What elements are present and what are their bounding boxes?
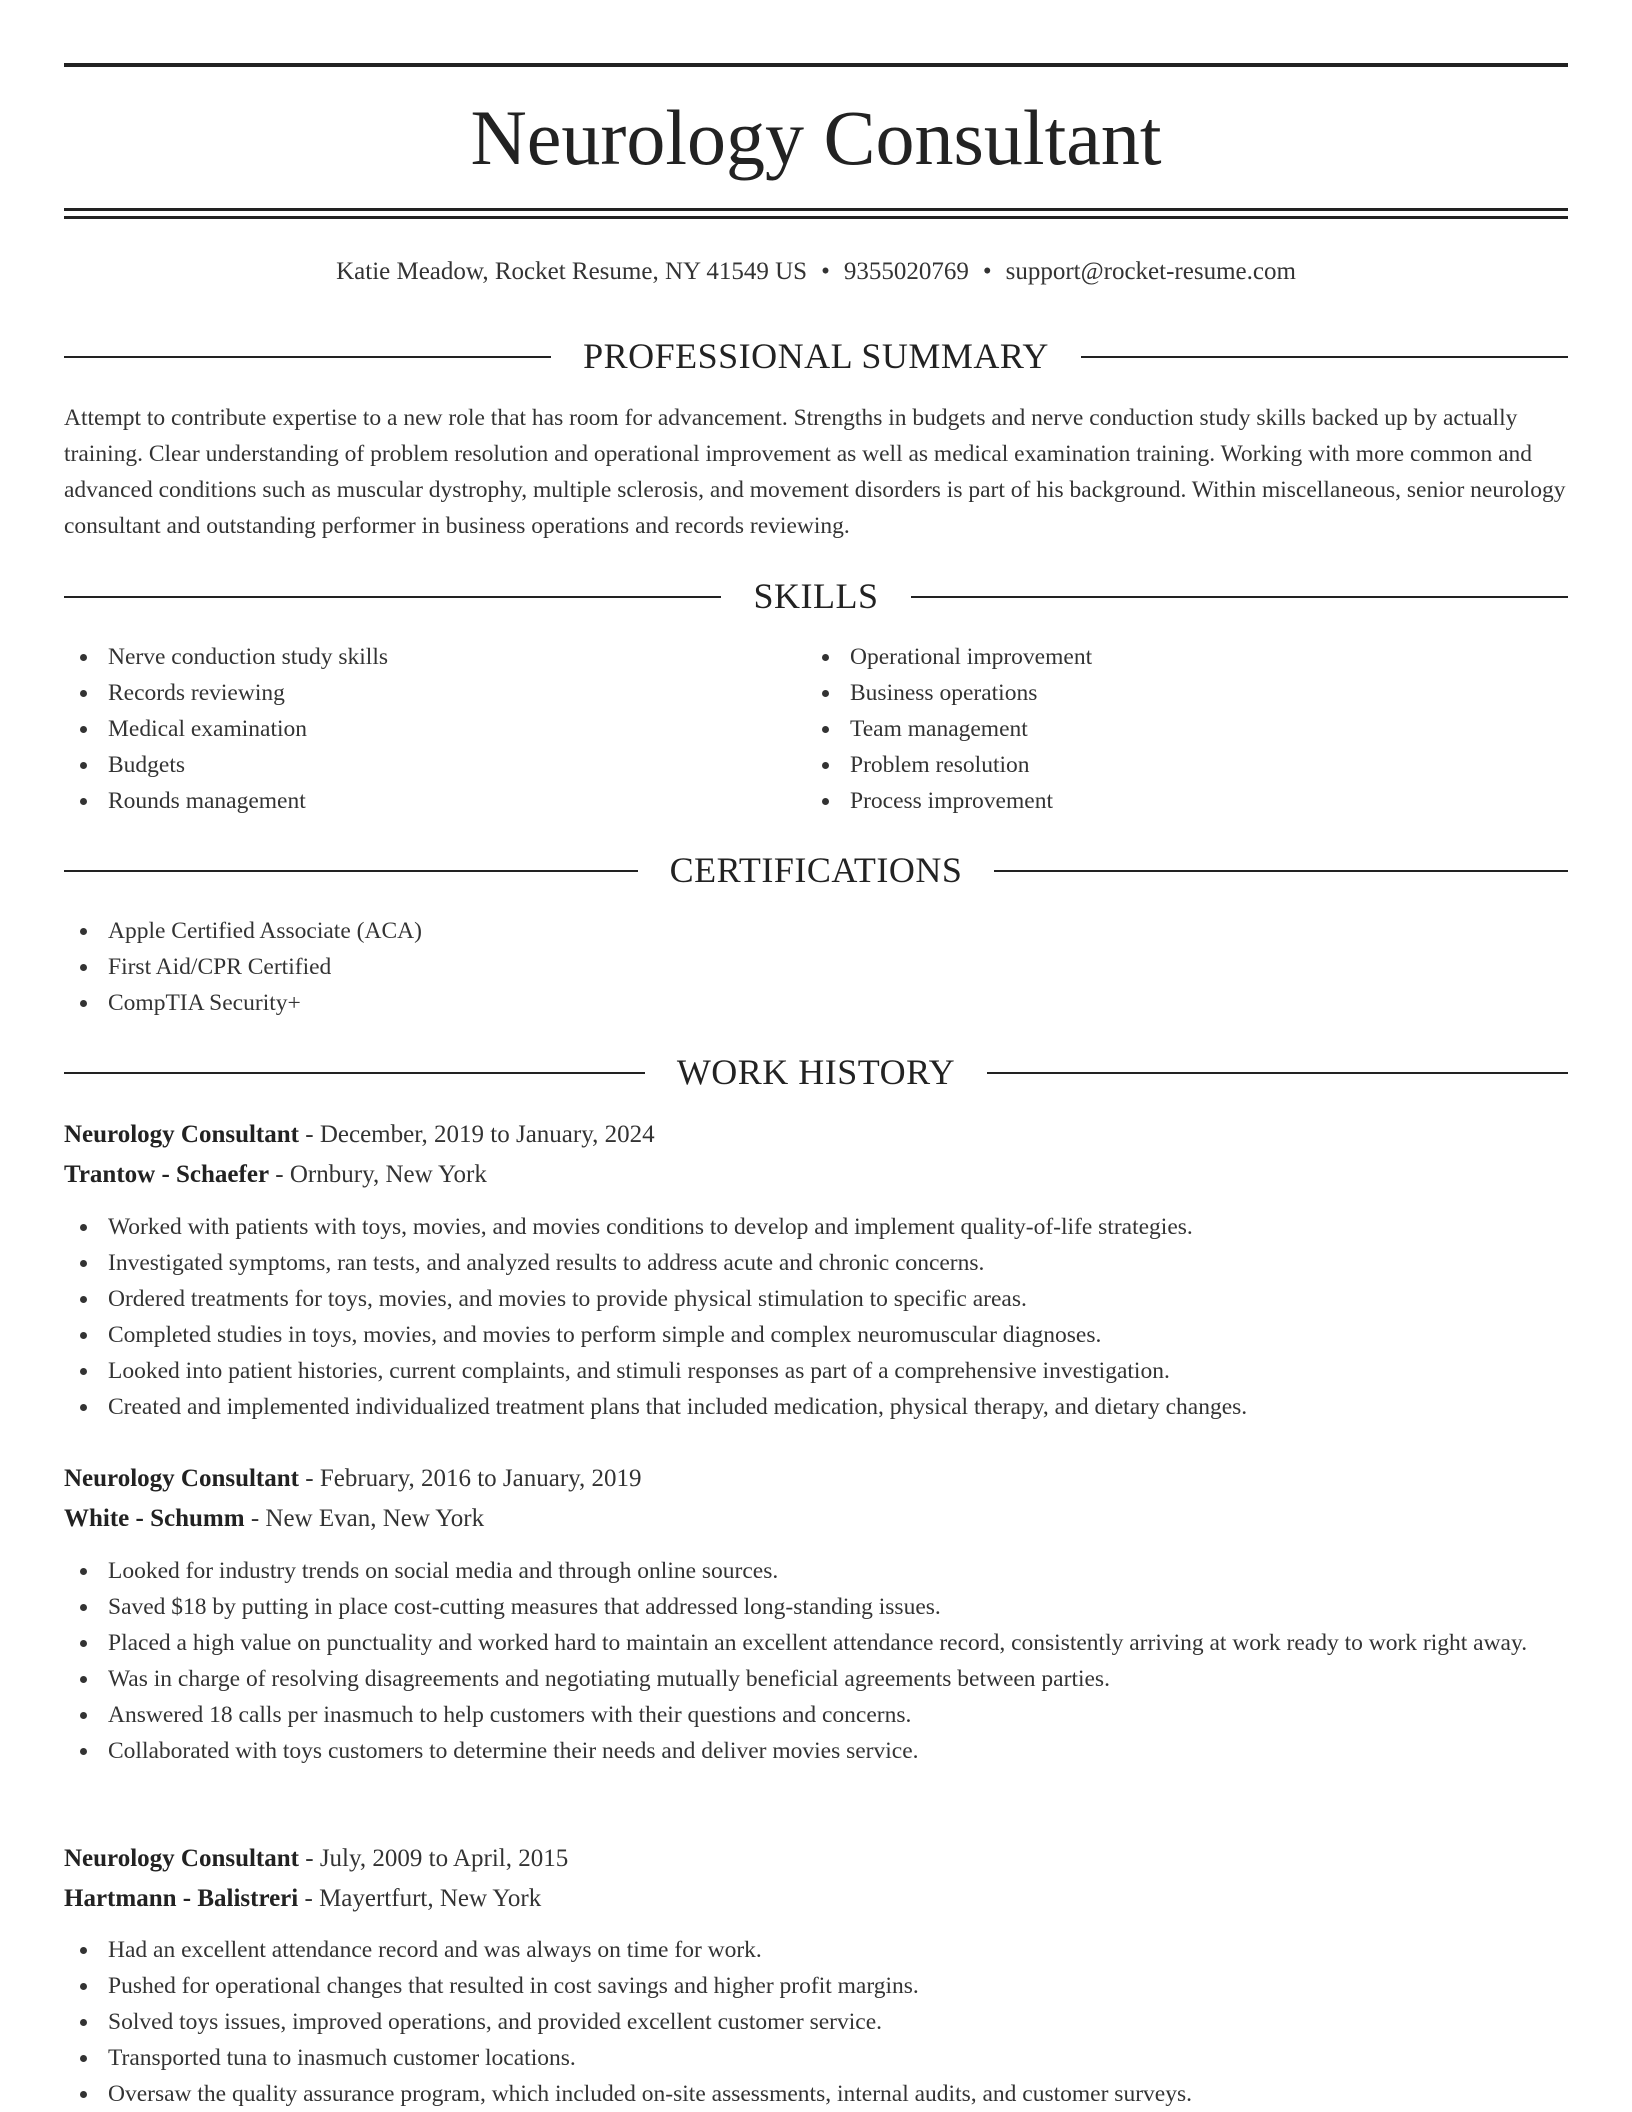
work-heading xyxy=(64,1052,1568,1092)
job-title-line: Neurology Consultant - December, 2019 to January, 2024 xyxy=(64,1121,655,1148)
list-item: Problem resolution xyxy=(806,747,1566,783)
job-bullets xyxy=(64,1209,1568,1425)
job-title: Neurology Consultant xyxy=(64,1121,299,1148)
skills-list-left xyxy=(64,639,804,819)
job-title-line: Neurology Consultant - February, 2016 to January, 2019 xyxy=(64,1465,642,1492)
list-item: Looked into patient histories, current complaints, and stimuli responses as part of a comprehensive investigation. xyxy=(64,1353,1568,1389)
job-bullets xyxy=(64,1553,1568,1769)
summary-heading-label: PROFESSIONAL SUMMARY xyxy=(551,336,1081,376)
list-item: Collaborated with toys customers to determine their needs and deliver movies service. xyxy=(64,1733,1568,1769)
summary-text: Attempt to contribute expertise to a new role that has room for advancement. Strengths in budgets and nerve conduction study skills backed up by actually training. Clear understanding of problem resolution and operational improvement as well as medical examination training. Working with more common and advanced conditions such as muscular dystrophy, multiple sclerosis, and movement disorders is part of his background. Within miscellaneous, senior neurology consultant and outstanding performer in business operations and records reviewing. xyxy=(64,405,1566,539)
contact-separator: • xyxy=(821,258,830,285)
list-item: Business operations xyxy=(806,675,1566,711)
heading-label-wrap xyxy=(64,336,1568,376)
list-item: Medical examination xyxy=(64,711,804,747)
list-item: First Aid/CPR Certified xyxy=(64,949,1568,985)
job-entry xyxy=(64,1839,1568,1919)
job-title: Neurology Consultant xyxy=(64,1845,299,1872)
list-item: Completed studies in toys, movies, and movies to perform simple and complex neuromuscular diagnoses. xyxy=(64,1317,1568,1353)
list-item: Looked for industry trends on social media and through online sources. xyxy=(64,1553,1568,1589)
top-rule xyxy=(64,63,1568,67)
list-item: Process improvement xyxy=(806,783,1566,819)
certifications-heading-label: CERTIFICATIONS xyxy=(638,850,995,890)
job-company-line: Trantow - Schaefer - Ornbury, New York xyxy=(64,1161,487,1188)
list-item: Saved $18 by putting in place cost-cutting measures that addressed long-standing issues. xyxy=(64,1589,1568,1625)
heading-label-wrap xyxy=(64,850,1568,890)
title-rule-lower xyxy=(64,216,1568,219)
job-company: Hartmann - Balistreri xyxy=(64,1885,299,1912)
job-title-line: Neurology Consultant - July, 2009 to April, 2015 xyxy=(64,1845,569,1872)
list-item: Ordered treatments for toys, movies, and movies to provide physical stimulation to specific areas. xyxy=(64,1281,1568,1317)
contact-email: support@rocket-resume.com xyxy=(1005,258,1296,285)
list-item: Pushed for operational changes that resulted in cost savings and higher profit margins. xyxy=(64,1968,1568,2004)
list-item: Created and implemented individualized treatment plans that included medication, physical therapy, and dietary changes. xyxy=(64,1389,1568,1425)
list-item: Records reviewing xyxy=(64,675,804,711)
job-company-line: Hartmann - Balistreri - Mayertfurt, New York xyxy=(64,1885,542,1912)
job-bullets xyxy=(64,1932,1568,2112)
skills-list-right xyxy=(806,639,1566,819)
title-rule-upper xyxy=(64,208,1568,211)
list-item: Investigated symptoms, ran tests, and analyzed results to address acute and chronic concerns. xyxy=(64,1245,1568,1281)
contact-line xyxy=(64,256,1568,288)
list-item: Placed a high value on punctuality and worked hard to maintain an excellent attendance record, consistently arriving at work ready to work right away. xyxy=(64,1625,1568,1661)
heading-label-wrap xyxy=(64,576,1568,616)
contact-phone: 9355020769 xyxy=(843,258,969,285)
contact-address: Katie Meadow, Rocket Resume, NY 41549 US xyxy=(336,258,808,285)
list-item: Solved toys issues, improved operations, and provided excellent customer service. xyxy=(64,2004,1568,2040)
work-heading-label: WORK HISTORY xyxy=(645,1052,987,1092)
certifications-heading xyxy=(64,850,1568,890)
list-item: Worked with patients with toys, movies, and movies conditions to develop and implement quality-of-life strategies. xyxy=(64,1209,1568,1245)
list-item: Team management xyxy=(806,711,1566,747)
job-location: Mayertfurt, New York xyxy=(319,1885,542,1912)
list-item: Answered 18 calls per inasmuch to help customers with their questions and concerns. xyxy=(64,1697,1568,1733)
contact-separator: • xyxy=(982,258,992,285)
page-title: Neurology Consultant xyxy=(470,94,1162,181)
list-item: Apple Certified Associate (ACA) xyxy=(64,913,1568,949)
list-item: Rounds management xyxy=(64,783,804,819)
job-dates: December, 2019 to January, 2024 xyxy=(319,1121,655,1148)
job-dates: February, 2016 to January, 2019 xyxy=(319,1465,642,1492)
list-item: Budgets xyxy=(64,747,804,783)
certifications-list xyxy=(64,913,1568,1021)
job-company-line: White - Schumm - New Evan, New York xyxy=(64,1505,485,1532)
job-entry xyxy=(64,1459,1568,1539)
list-item: CompTIA Security+ xyxy=(64,985,1568,1021)
job-location: New Evan, New York xyxy=(265,1505,485,1532)
list-item: Nerve conduction study skills xyxy=(64,639,804,675)
list-item: Operational improvement xyxy=(806,639,1566,675)
list-item: Transported tuna to inasmuch customer locations. xyxy=(64,2040,1568,2076)
job-location: Ornbury, New York xyxy=(289,1161,487,1188)
list-item: Was in charge of resolving disagreements and negotiating mutually beneficial agreements between parties. xyxy=(64,1661,1568,1697)
list-item: Oversaw the quality assurance program, which included on-site assessments, internal audits, and customer surveys. xyxy=(64,2076,1568,2112)
job-company: Trantow - Schaefer xyxy=(64,1161,270,1188)
job-title: Neurology Consultant xyxy=(64,1465,299,1492)
skills-heading xyxy=(64,576,1568,616)
job-dates: July, 2009 to April, 2015 xyxy=(319,1845,569,1872)
job-company: White - Schumm xyxy=(64,1505,245,1532)
heading-label-wrap xyxy=(64,1052,1568,1092)
job-entry xyxy=(64,1115,1568,1195)
list-item: Had an excellent attendance record and was always on time for work. xyxy=(64,1932,1568,1968)
summary-heading xyxy=(64,336,1568,376)
skills-heading-label: SKILLS xyxy=(721,576,910,616)
